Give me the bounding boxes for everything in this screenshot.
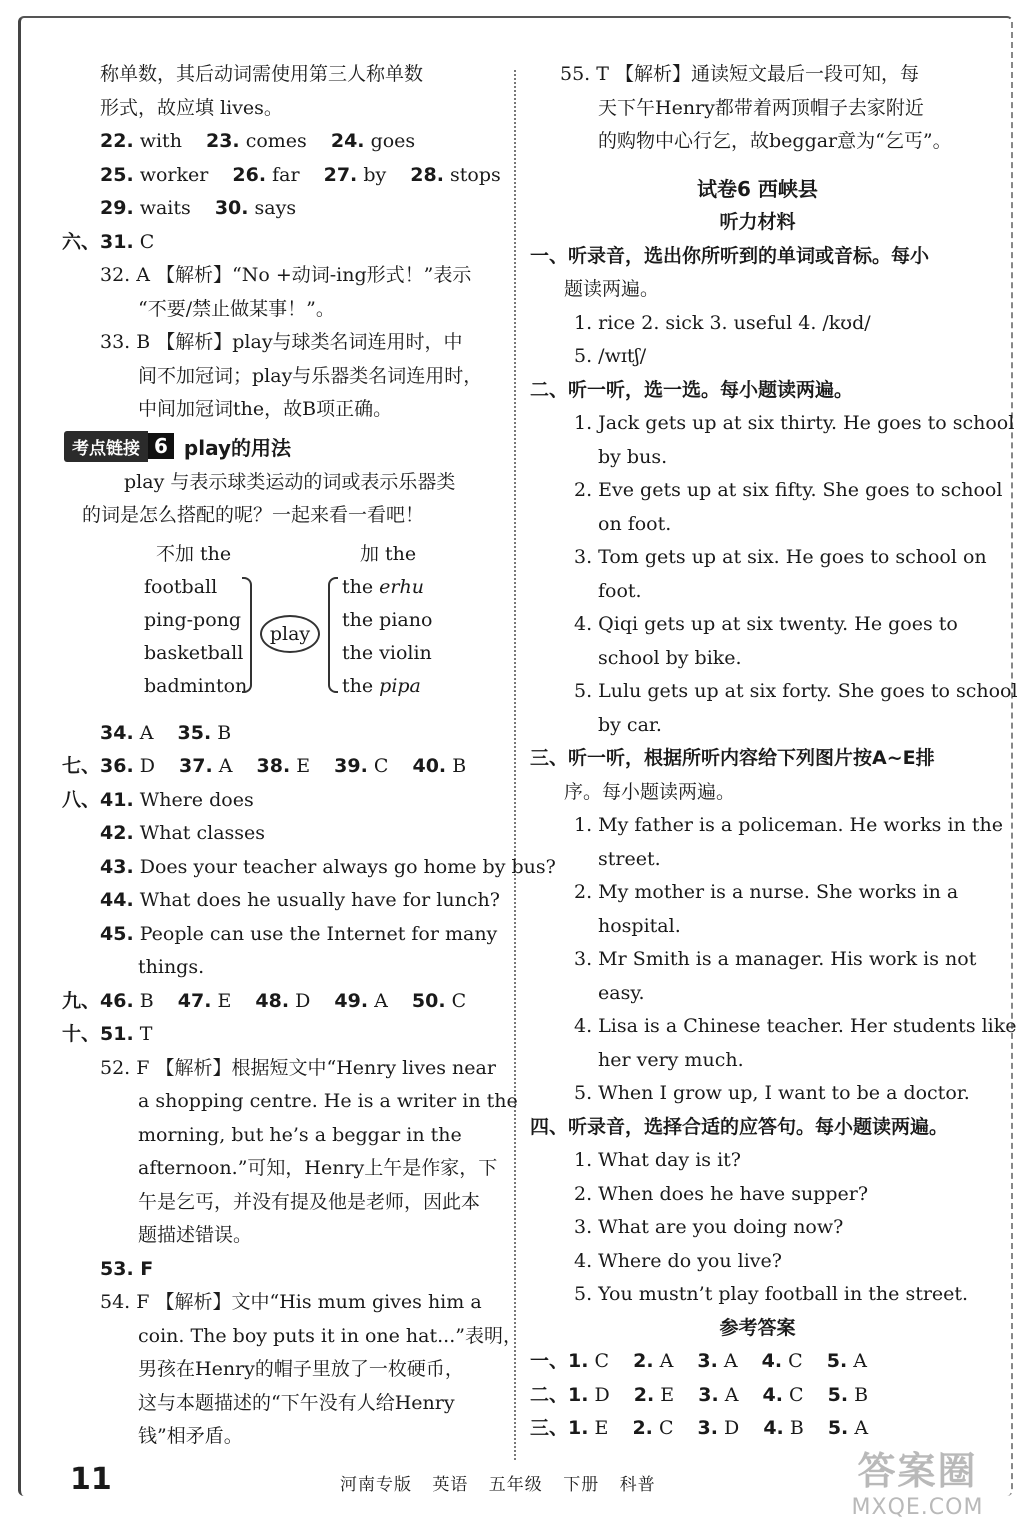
listening-item: 5. When I grow up, I want to be a doctor.: [574, 1082, 970, 1104]
diagram-right-list: [342, 571, 432, 703]
answer-row: 53. F: [100, 1257, 154, 1280]
section-title: 二、听一听，选一选。每小题读两遍。: [530, 378, 854, 401]
list-item: the erhu: [342, 575, 424, 598]
section-title: 一、听录音，选出你所听到的单词或音标。每小: [530, 244, 930, 267]
answer-continuation: things.: [138, 956, 205, 978]
answer-row: 八、41. Where does: [62, 788, 254, 811]
listening-title: 听力材料: [719, 211, 796, 233]
text-line: 的词是怎么搭配的呢？一起来看一看吧！: [82, 504, 425, 526]
right-column: [530, 58, 1018, 1446]
list-item: badminton: [144, 674, 248, 697]
listening-item: hospital.: [598, 914, 681, 937]
right-brace: [328, 577, 338, 693]
left-brace: [242, 577, 252, 693]
explanation-line: 32. A 【解析】“No +动词-ing形式！”表示: [100, 264, 472, 286]
listening-item: 4. Lisa is a Chinese teacher. Her students like: [574, 1015, 1017, 1037]
section-title: 三、听一听，根据所听内容给下列图片按A~E排: [530, 747, 935, 769]
listening-item: by car.: [598, 713, 662, 736]
text-line: 形式，故应填 lives。: [100, 96, 283, 119]
listening-item: 4. Qiqi gets up at six twenty. He goes to: [574, 613, 958, 635]
listening-item: 5. You mustn’t play football in the street.: [574, 1283, 969, 1305]
knowledge-link-title: play的用法: [183, 435, 292, 460]
diagram-right-head: 加 the: [360, 542, 417, 565]
watermark-logo: [820, 1440, 1015, 1532]
listening-item: 1. Jack gets up at six thirty. He goes to school: [574, 412, 1015, 434]
explanation-line: 中间加冠词the，故B项正确。: [138, 398, 393, 420]
explanation-line: 33. B 【解析】play与球类名词连用时，中: [100, 331, 463, 353]
knowledge-link-number: 6: [148, 433, 174, 459]
footer-text: 河南专版 英语 五年级 下册 科普: [340, 1475, 656, 1495]
explanation-line: “不要/禁止做某事！”。: [138, 297, 335, 320]
answer-row: 43. Does your teacher always go home by bus?: [100, 855, 556, 878]
explanation-line: 52. F 【解析】根据短文中“Henry lives near: [100, 1056, 496, 1079]
diagram-left-list: [144, 571, 247, 703]
text-line: 称单数，其后动词需使用第三人称单数: [100, 63, 424, 85]
answer-row: 34. A 35. B: [100, 721, 232, 744]
explanation-line: 间不加冠词；play与乐器类名词连用时，: [138, 364, 483, 387]
text-line: play 与表示球类运动的词或表示乐器类: [124, 470, 456, 493]
explanation-line: a shopping centre. He is a writer in the: [138, 1090, 518, 1112]
answer-row: 十、51. T: [62, 1023, 153, 1045]
listening-item: 4. Where do you live?: [574, 1249, 782, 1272]
listening-item: 3. Tom gets up at six. He goes to school on: [574, 546, 987, 568]
play-oval: play: [260, 615, 320, 653]
explanation-line: 题描述错误。: [138, 1224, 253, 1246]
listening-item: school by bike.: [598, 646, 742, 669]
listening-item: street.: [598, 847, 661, 870]
answers-title: 参考答案: [719, 1316, 796, 1339]
answer-row: 25. worker 26. far 27. by 28. stops: [100, 163, 501, 186]
list-item: football: [144, 575, 218, 598]
explanation-line: 钱”相矛盾。: [138, 1425, 243, 1447]
answer-row: 一、1. C 2. A 3. A 4. C 5. A: [530, 1350, 867, 1372]
explanation-line: 男孩在Henry的帽子里放了一枚硬币，: [138, 1358, 464, 1380]
column-divider: [514, 70, 517, 1460]
explanation-line: 55. T 【解析】通读短文最后一段可知，每: [560, 63, 919, 85]
explanation-line: 午是乞丐，并没有提及他是老师，因此本: [138, 1190, 481, 1213]
knowledge-link-header: [64, 431, 510, 462]
explanation-line: 54. F 【解析】文中“His mum gives him a: [100, 1291, 482, 1313]
list-item: the pipa: [342, 674, 421, 697]
answer-row: 六、31. C: [62, 230, 155, 253]
listening-item: 5. /wɪtʃ/: [574, 345, 647, 367]
answer-row: 二、1. D 2. E 3. A 4. C 5. B: [530, 1383, 869, 1406]
list-item: the violin: [342, 641, 432, 664]
answer-row: 42. What classes: [100, 822, 266, 844]
answer-row: 45. People can use the Internet for many: [100, 922, 498, 945]
listening-item: her very much.: [598, 1048, 744, 1071]
answer-row: 七、36. D 37. A 38. E 39. C 40. B: [62, 755, 467, 777]
watermark-title: 答案圈: [857, 1449, 978, 1493]
answer-row: 三、1. E 2. C 3. D 4. B 5. A: [530, 1417, 869, 1439]
listening-item: easy.: [598, 981, 645, 1004]
explanation-line: 天下午Henry都带着两顶帽子去家附近: [598, 96, 924, 119]
listening-item: 3. What are you doing now?: [574, 1216, 844, 1238]
listening-item: 2. When does he have supper?: [574, 1182, 869, 1205]
knowledge-link-badge: 考点链接: [64, 431, 148, 462]
listening-item: foot.: [598, 579, 642, 602]
listening-item: 1. What day is it?: [574, 1149, 741, 1171]
answer-row: 22. with 23. comes 24. goes: [100, 130, 416, 152]
listening-item: 5. Lulu gets up at six forty. She goes to school: [574, 680, 1018, 702]
list-item: ping-pong: [144, 608, 242, 631]
section-title: 题读两遍。: [564, 278, 660, 300]
listening-item: on foot.: [598, 512, 672, 535]
explanation-line: 的购物中心行乞，故beggar意为“乞丐”。: [598, 130, 952, 152]
listening-item: 2. My mother is a nurse. She works in a: [574, 881, 959, 903]
list-item: basketball: [144, 641, 244, 664]
listening-item: 3. Mr Smith is a manager. His work is not: [574, 948, 977, 970]
explanation-line: afternoon.”可知，Henry上午是作家，下: [138, 1157, 498, 1179]
diagram-left-head: 不加 the: [156, 542, 232, 565]
play-usage-diagram: [70, 539, 510, 709]
listening-item: by bus.: [598, 445, 668, 468]
left-column: [62, 58, 556, 1454]
answer-row: 29. waits 30. says: [100, 197, 297, 219]
explanation-line: coin. The boy puts it in one hat...”表明，: [138, 1324, 522, 1347]
section-title: 四、听录音，选择合适的应答句。每小题读两遍。: [530, 1115, 949, 1138]
answer-row: 九、46. B 47. E 48. D 49. A 50. C: [62, 989, 467, 1012]
explanation-line: morning, but he’s a beggar in the: [138, 1123, 462, 1146]
section-title: 序。每小题读两遍。: [564, 780, 736, 803]
listening-item: 2. Eve gets up at six fifty. She goes to school: [574, 479, 1003, 501]
listening-item: 1. rice 2. sick 3. useful 4. /kʊd/: [574, 311, 871, 334]
listening-item: 1. My father is a policeman. He works in the: [574, 814, 1003, 836]
watermark-url: MXQE.COM: [851, 1495, 984, 1520]
list-item: the piano: [342, 608, 433, 631]
page-number: 11: [70, 1462, 112, 1497]
answer-row: 44. What does he usually have for lunch?: [100, 889, 500, 911]
test-title: 试卷6 西峡县: [697, 176, 818, 201]
explanation-line: 这与本题描述的“下午没有人给Henry: [138, 1391, 455, 1414]
